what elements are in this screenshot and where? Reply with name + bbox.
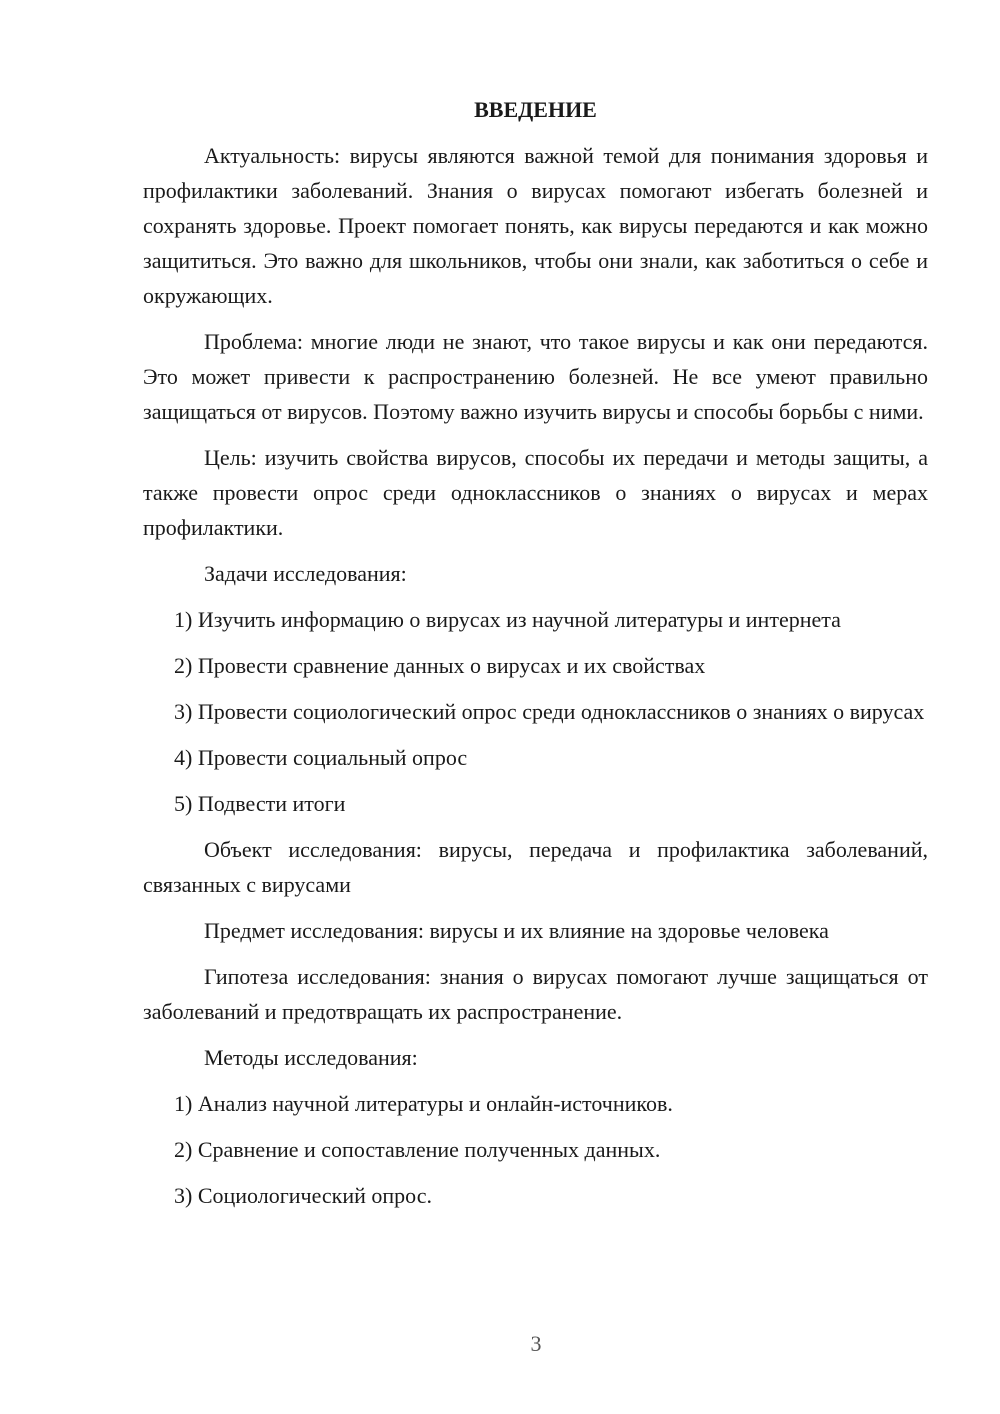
goal-paragraph: Цель: изучить свойства вирусов, способы их передачи и методы защиты, а также провести опрос среди одноклассников о знаниях о вирусах и мерах профилактики. bbox=[143, 445, 928, 540]
method-item: 3) Социологический опрос. bbox=[174, 1183, 432, 1208]
page-number: 3 bbox=[530, 1331, 542, 1356]
task-item: 4) Провести социальный опрос bbox=[174, 745, 468, 770]
methods-heading: Методы исследования: bbox=[204, 1045, 418, 1070]
task-item: 1) Изучить информацию о вирусах из научной литературы и интернета bbox=[174, 607, 841, 632]
relevance-paragraph: Актуальность: вирусы являются важной темой для понимания здоровья и профилактики заболеваний. Знания о вирусах помогают избегать болезней и сохранять здоровье. Проект помогает понять, как вирусы передаются и как можно защититься. Это важно для школьников, чтобы они знали, как заботиться о себе и окружающих. bbox=[143, 143, 928, 308]
page-title: ВВЕДЕНИЕ bbox=[474, 97, 597, 122]
task-item: 3) Провести социологический опрос среди одноклассников о знаниях о вирусах bbox=[174, 699, 925, 724]
subject-paragraph: Предмет исследования: вирусы и их влияние на здоровье человека bbox=[204, 918, 829, 943]
tasks-list bbox=[143, 602, 928, 821]
problem-paragraph: Проблема: многие люди не знают, что такое вирусы и как они передаются. Это может привести к распространению болезней. Не все умеют правильно защищаться от вирусов. Поэтому важно изучить вирусы и способы борьбы с ними. bbox=[143, 329, 928, 424]
task-item: 5) Подвести итоги bbox=[174, 791, 346, 816]
document-body bbox=[143, 92, 928, 1224]
tasks-heading: Задачи исследования: bbox=[204, 561, 407, 586]
method-item: 1) Анализ научной литературы и онлайн-источников. bbox=[174, 1091, 673, 1116]
methods-list bbox=[143, 1086, 928, 1213]
task-item: 2) Провести сравнение данных о вирусах и их свойствах bbox=[174, 653, 706, 678]
method-item: 2) Сравнение и сопоставление полученных данных. bbox=[174, 1137, 661, 1162]
object-paragraph: Объект исследования: вирусы, передача и профилактика заболеваний, связанных с вирусами bbox=[143, 837, 928, 897]
hypothesis-paragraph: Гипотеза исследования: знания о вирусах помогают лучше защищаться от заболеваний и предотвращать их распространение. bbox=[143, 964, 928, 1024]
